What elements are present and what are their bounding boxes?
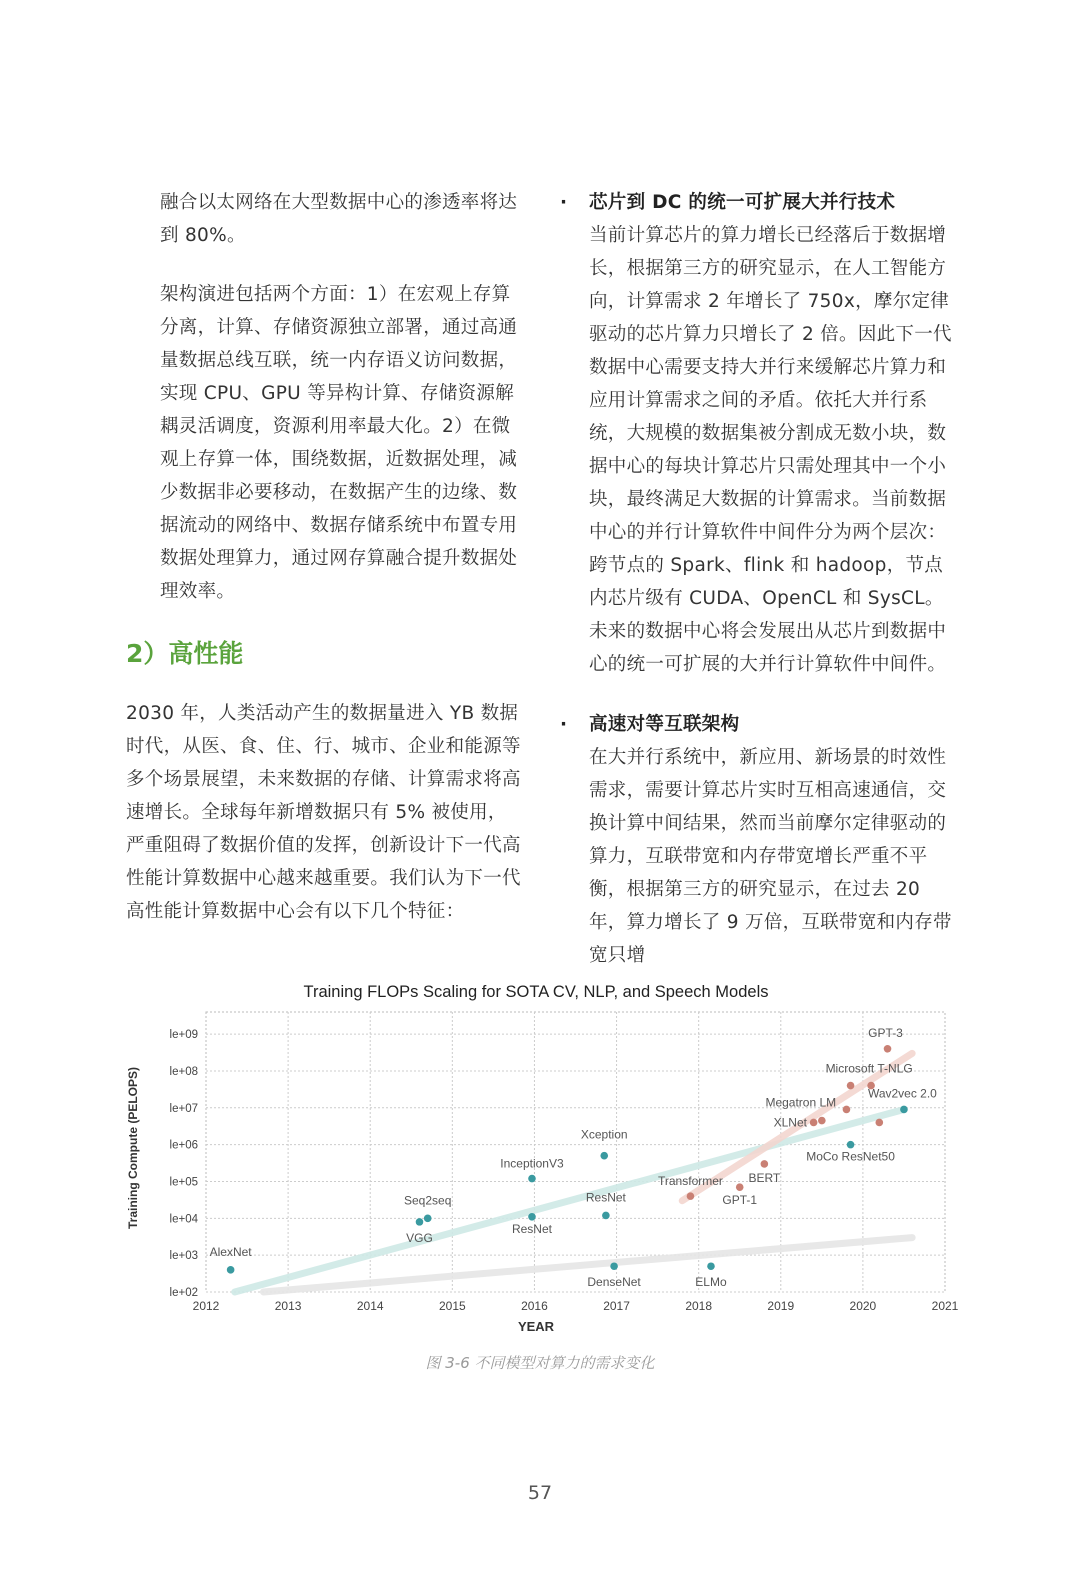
point-label: Microsoft T-NLG [825, 1061, 913, 1076]
y-tick-label: le+06 [169, 1139, 198, 1152]
nlp-point [810, 1119, 818, 1127]
paragraph: 2030 年，人类活动产生的数据量进入 YB 数据时代，从医、食、住、行、城市、企业和能源等多个场景展望，未来数据的存储、计算需求将高速增长。全球每年新增数据只有 5% 被使用，严重阻碍了数据价值的发挥，创新设计下一代高性能计算数据中心越来越重要。我们认为下一代高性能计算数据中心会有以下几个特征： [126, 703, 521, 922]
chart-title: Training FLOPs Scaling for SOTA CV, NLP, and Speech Models [303, 983, 769, 1001]
y-tick-label: le+04 [169, 1213, 198, 1226]
left-column-top [160, 186, 520, 608]
point-label: Seq2seq [404, 1193, 452, 1208]
x-tick-label: 2017 [603, 1299, 630, 1313]
point-label: ELMo [695, 1275, 727, 1290]
point-label: Transformer [658, 1174, 723, 1189]
cv-speech-point [602, 1212, 610, 1220]
left-column-bottom [126, 697, 521, 928]
bullet-heading-text: 高速对等互联架构 [589, 714, 740, 735]
bullet-dot: · [560, 192, 568, 213]
cv-speech-point [847, 1141, 855, 1149]
point-label: AlexNet [209, 1244, 252, 1259]
cv-speech-point [610, 1262, 618, 1270]
cv-speech-point [424, 1215, 432, 1223]
x-tick-label: 2014 [356, 1299, 384, 1313]
point-label: VGG [406, 1230, 433, 1245]
training-flops-chart [110, 970, 960, 1340]
cv-speech-point [600, 1152, 608, 1160]
x-tick-label: 2016 [521, 1299, 548, 1313]
point-label: Megatron LM [765, 1095, 837, 1110]
cv-speech-point [227, 1266, 235, 1274]
nlp-point [761, 1160, 769, 1168]
nlp-point [736, 1183, 744, 1191]
bullet-body: 在大并行系统中，新应用、新场景的时效性需求，需要计算芯片实时互相高速通信，交换计算中间结果，然而当前摩尔定律驱动的算力，互联带宽和内存带宽增长严重不平衡，根据第三方的研究显示，在过去 20 年，算力增长了 9 万倍，互联带宽和内存带宽只增 [589, 747, 952, 966]
bullet-dot: · [560, 714, 568, 735]
x-tick-label: 2012 [192, 1299, 220, 1313]
nlp-point [847, 1082, 855, 1090]
figure-caption: 图 3-6 不同模型对算力的需求变化 [425, 1354, 655, 1372]
nlp-point [884, 1045, 892, 1053]
point-label: BERT [748, 1170, 781, 1185]
y-tick-label: le+07 [169, 1102, 198, 1115]
paragraph: 融合以太网络在大型数据中心的渗透率将达到 80%。 [160, 192, 518, 246]
nlp-point [818, 1117, 826, 1125]
nlp-point [876, 1119, 884, 1127]
right-column [560, 186, 952, 972]
section-title: 2）高性能 [126, 639, 244, 668]
paragraph: 架构演进包括两个方面：1）在宏观上存算分离，计算、存储资源独立部署，通过高通量数据总线互联，统一内存语义访问数据，实现 CPU、GPU 等异构计算、存储资源解耦灵活调度，资源利用率最大化。2）在微观上存算一体，围绕数据，近数据处理，减少数据非必要移动，在数据产生的边缘、数据流动的网络中、数据存储系统中布置专用数据处理算力，通过网存算融合提升数据处理效率。 [160, 284, 518, 602]
cv-speech-point [528, 1175, 536, 1183]
point-label: ResNet [511, 1221, 552, 1236]
bullet-heading [560, 186, 952, 219]
point-label: ResNet [585, 1190, 626, 1205]
cv-speech-point [707, 1262, 715, 1270]
bullet-heading-text: 芯片到 DC 的统一可扩展大并行技术 [589, 192, 896, 213]
y-axis-label: Training Compute (PELOPS) [126, 1066, 140, 1230]
y-tick-label: le+05 [169, 1176, 198, 1189]
point-label: DenseNet [587, 1275, 641, 1290]
point-label: InceptionV3 [500, 1156, 564, 1171]
point-label: Wav2vec 2.0 [867, 1086, 937, 1101]
x-axis-label: YEAR [517, 1319, 555, 1334]
bullet-heading [560, 708, 952, 741]
cv-speech-point [900, 1106, 908, 1114]
y-tick-label: le+03 [169, 1250, 198, 1263]
nlp-point [843, 1106, 851, 1114]
bullet-body: 当前计算芯片的算力增长已经落后于数据增长，根据第三方的研究显示，在人工智能方向，计算需求 2 年增长了 750x，摩尔定律驱动的芯片算力只增长了 2 倍。因此下一代数据中心需要支持大并行来缓解芯片算力和应用计算需求之间的矛盾。依托大并行系统，大规模的数据集被分割成无数小块，数据中心的每块计算芯片只需处理其中一个小块，最终满足大数据的计算需求。当前数据中心的并行计算软件中间件分为两个层次：跨节点的 Spark、flink 和 hadoop，节点内芯片级有 CUDA、OpenCL 和 SysCL。未来的数据中心将会发展出从芯片到数据中心的统一可扩展的大并行计算软件中间件。 [589, 225, 952, 675]
point-label: GPT-1 [722, 1193, 758, 1208]
y-tick-label: le+02 [169, 1287, 198, 1299]
cv-speech-point [416, 1218, 424, 1226]
page-number: 57 [527, 1482, 553, 1504]
x-tick-label: 2018 [685, 1299, 713, 1313]
x-tick-label: 2020 [849, 1299, 877, 1313]
x-tick-label: 2019 [767, 1299, 795, 1313]
point-label: GPT-3 [868, 1025, 903, 1040]
cv-speech-point [528, 1213, 536, 1221]
point-label: Xception [580, 1127, 628, 1142]
point-label: MoCo ResNet50 [806, 1149, 895, 1164]
point-label: XLNet [773, 1115, 807, 1130]
y-tick-label: le+08 [169, 1065, 198, 1078]
y-tick-label: le+09 [169, 1029, 198, 1042]
x-tick-label: 2015 [438, 1299, 466, 1313]
x-tick-label: 2013 [274, 1299, 302, 1313]
nlp-point [687, 1192, 695, 1200]
x-tick-label: 2021 [931, 1299, 959, 1313]
